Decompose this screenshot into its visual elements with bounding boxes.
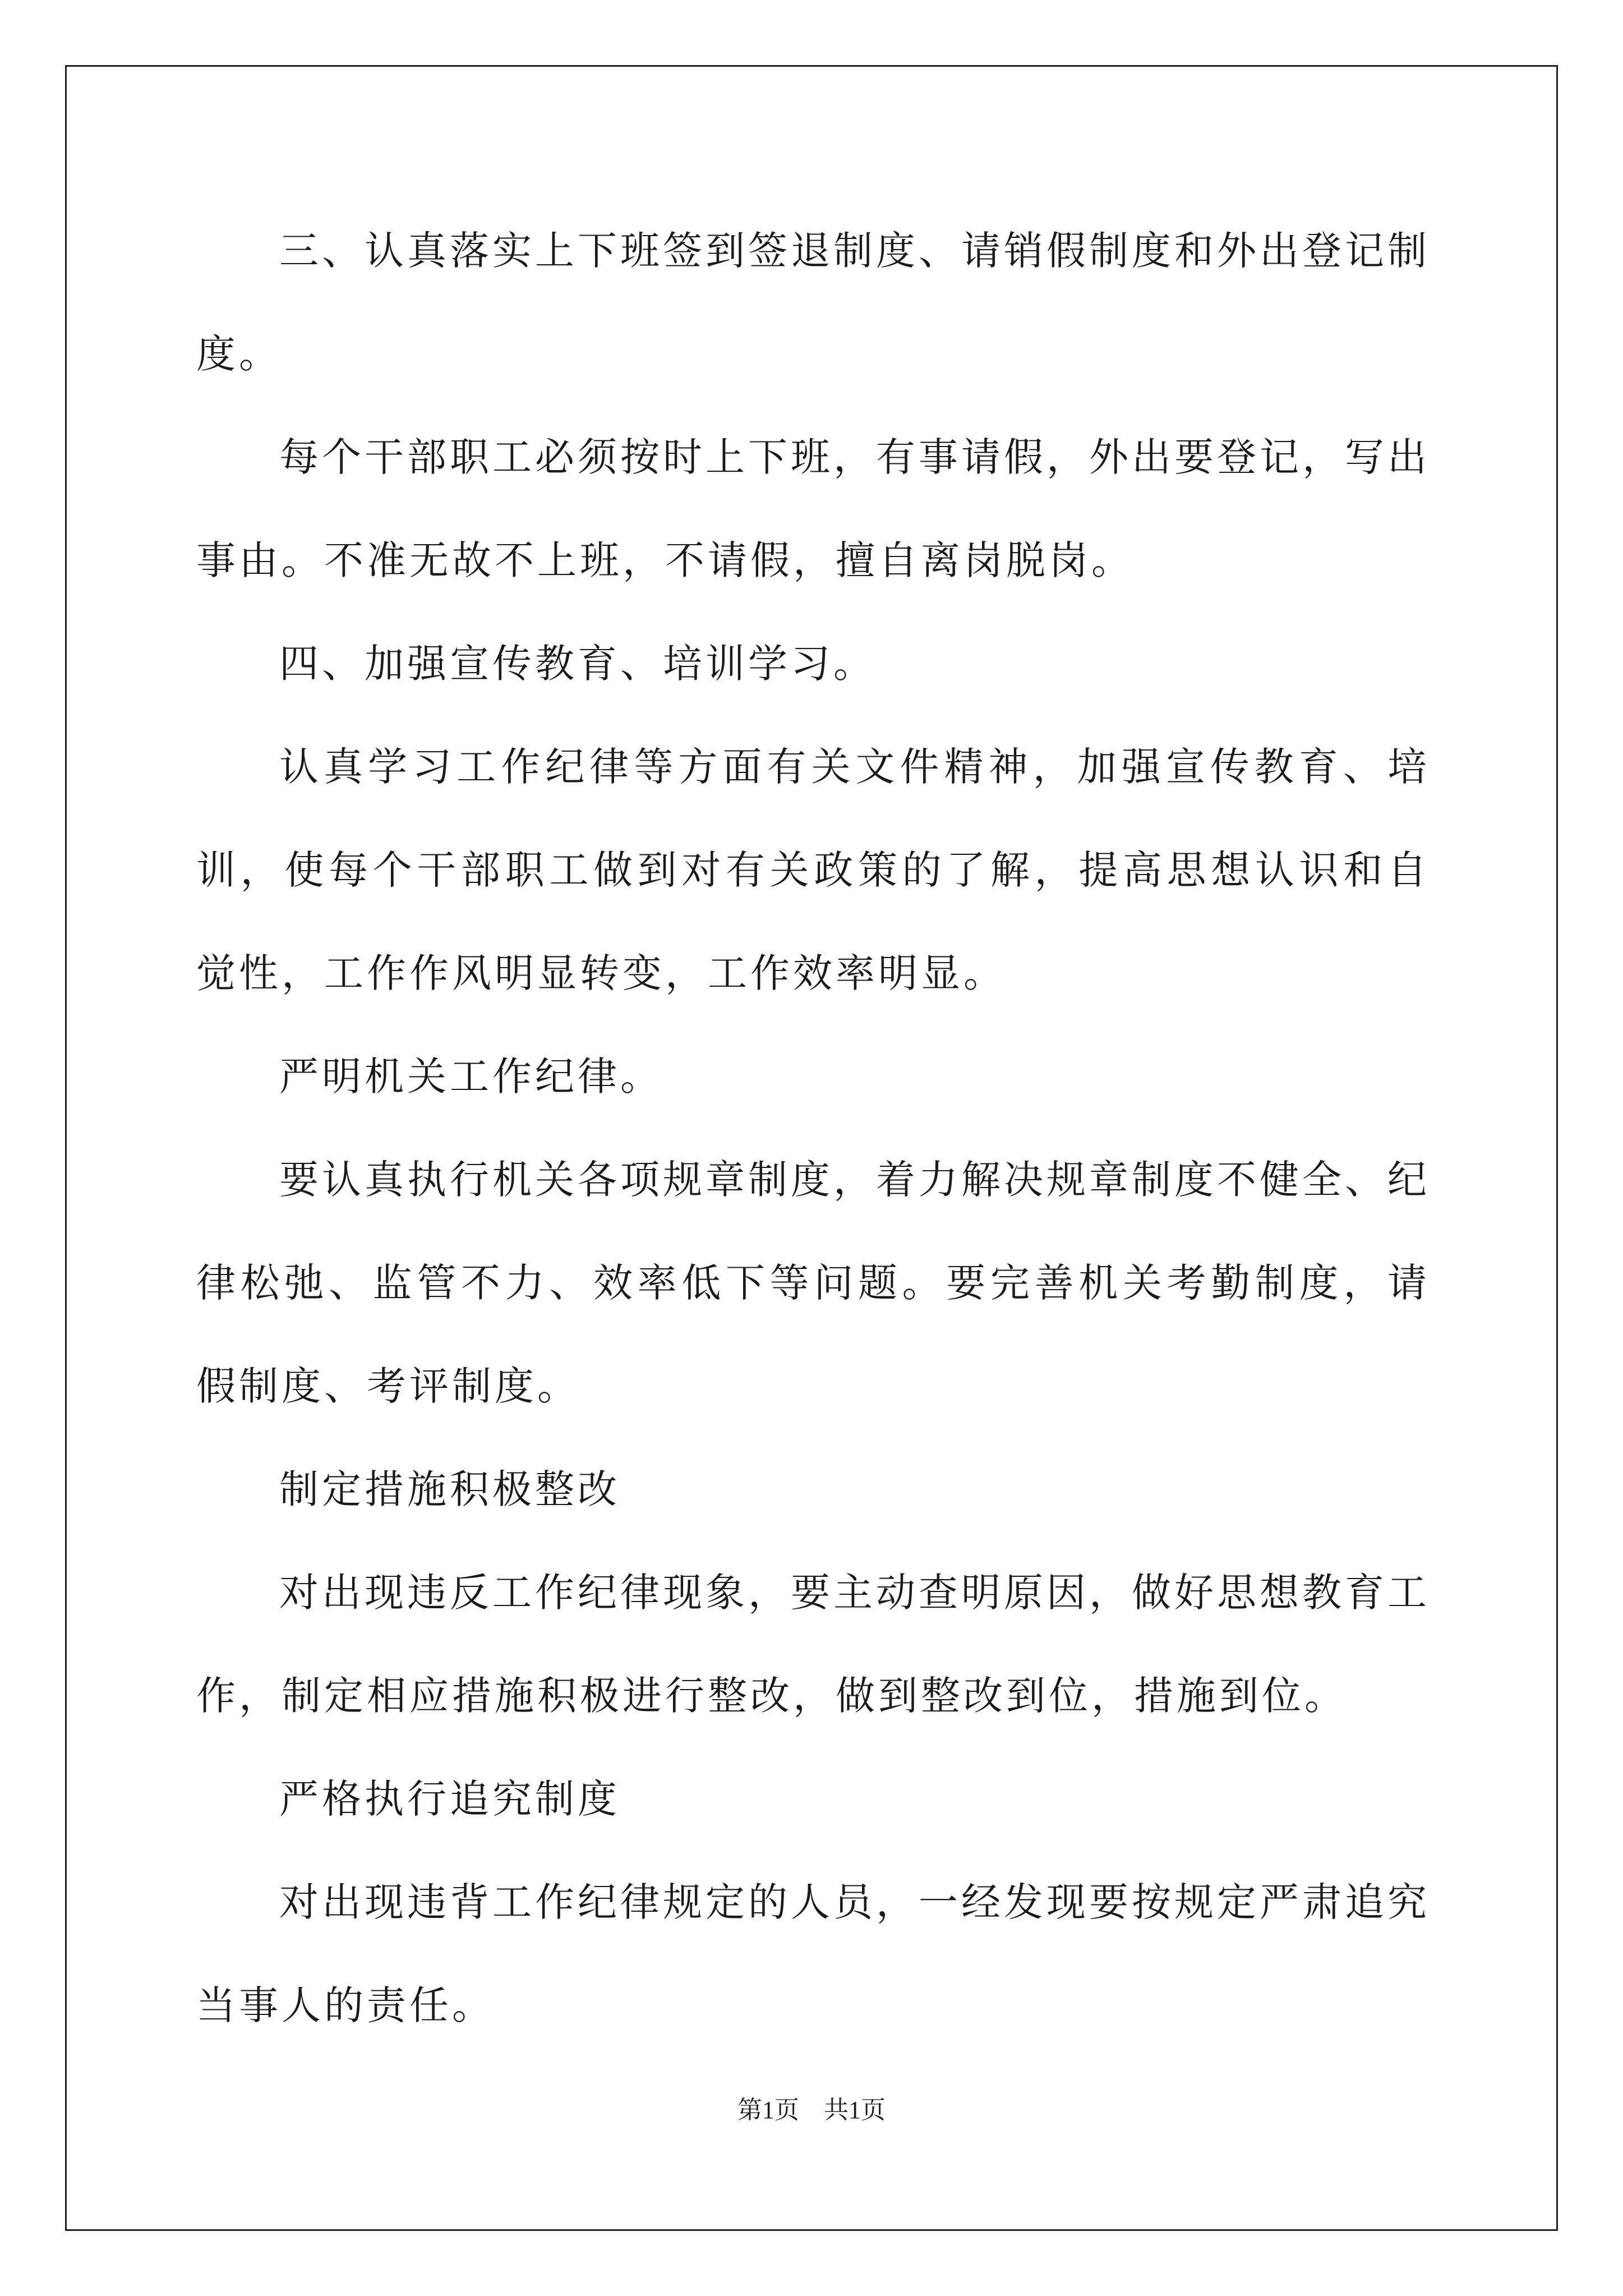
paragraph-1: 三、认真落实上下班签到签退制度、请销假制度和外出登记制度。 [196,228,1430,377]
paragraph-4: 认真学习工作纪律等方面有关文件精神，加强宣传教育、培训，使每个干部职工做到对有关政策的了解，提高思想认识和自觉性，工作作风明显转变，工作效率明显。 [196,744,1430,996]
page-footer [0,2093,1623,2127]
page-number-current: 第1页 [737,2096,799,2124]
paragraph-3: 四、加强宣传教育、培训学习。 [279,641,876,687]
paragraph-7: 制定措施积极整改 [279,1466,620,1512]
paragraph-6: 要认真执行机关各项规章制度，着力解决规章制度不健全、纪律松弛、监管不力、效率低下等问题。要完善机关考勤制度，请假制度、考评制度。 [196,1157,1430,1409]
paragraph-2: 每个干部职工必须按时上下班，有事请假，外出要登记，写出事由。不准无故不上班，不请假，擅自离岗脱岗。 [196,434,1430,583]
page-number-total: 共1页 [824,2096,886,2124]
paragraph-8: 对出现违反工作纪律现象，要主动查明原因，做好思想教育工作，制定相应措施积极进行整改，做到整改到位，措施到位。 [196,1570,1430,1719]
paragraph-5: 严明机关工作纪律。 [279,1053,663,1099]
document-body [196,199,1430,2057]
paragraph-10: 对出现违背工作纪律规定的人员，一经发现要按规定严肃追究当事人的责任。 [196,1879,1430,2028]
paragraph-9: 严格执行追究制度 [279,1776,620,1822]
